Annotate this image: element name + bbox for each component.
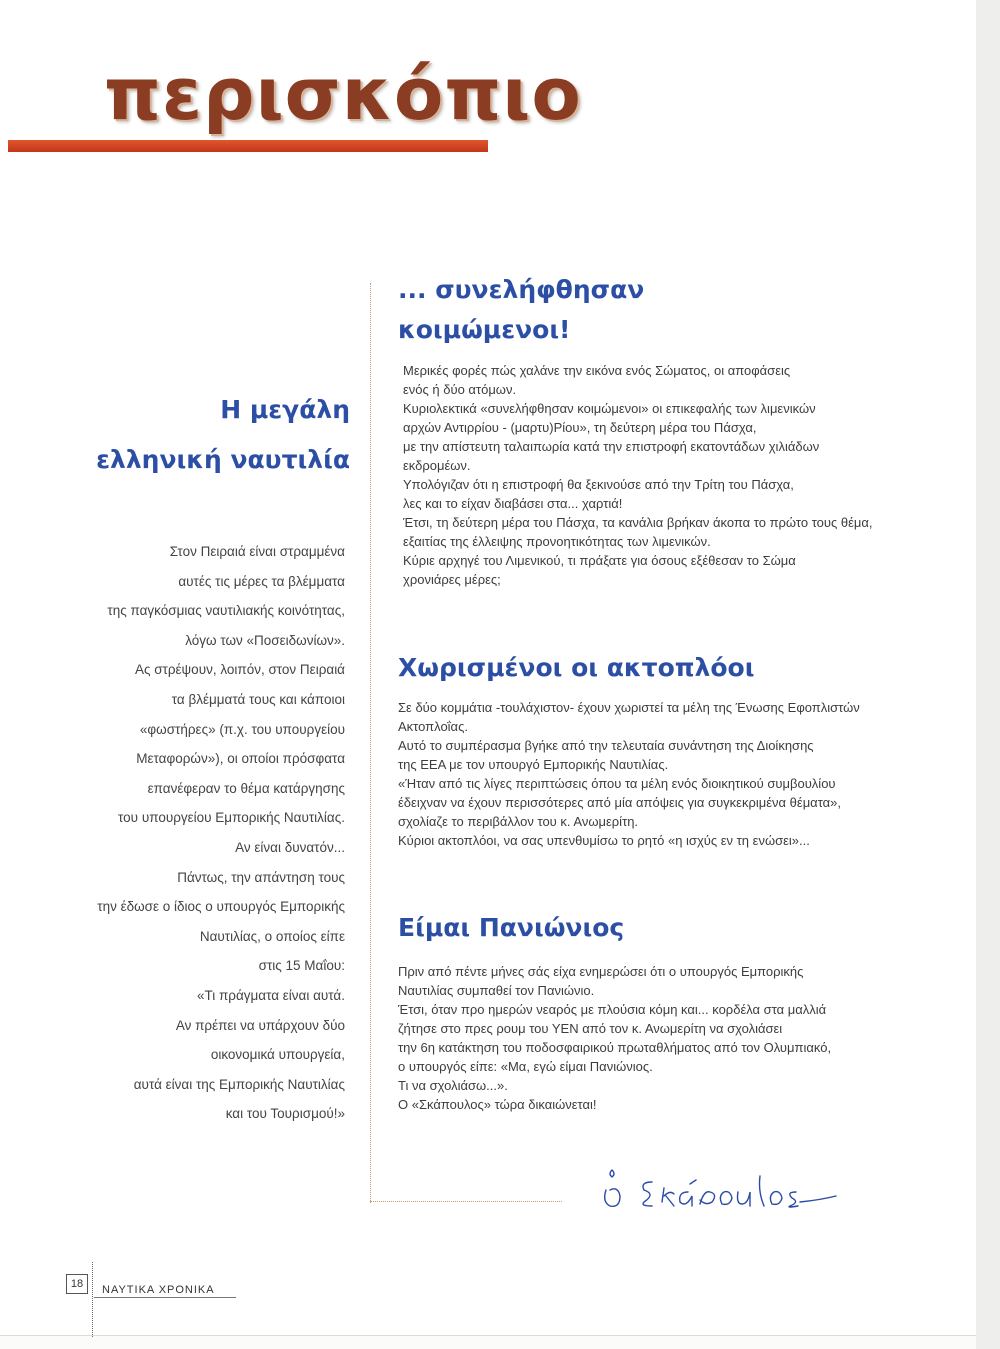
text-line: «φωστήρες» (π.χ. του υπουργείου	[139, 721, 345, 737]
text-line: Κύριοι ακτοπλόοι, να σας υπενθυμίσω το ρητό «η ισχύς εν τη ενώσει»...	[398, 833, 810, 848]
text-line: Στον Πειραιά είναι στραμμένα	[169, 544, 345, 559]
text-line: χρονιάρες μέρες;	[403, 572, 501, 587]
left-column-body	[60, 537, 345, 1129]
section-body	[403, 361, 918, 589]
text-line: αυτά είναι της Εμπορικής Ναυτιλίας	[133, 1076, 345, 1092]
text-line: με την απίστευτη ταλαιπωρία κατά την επιστροφή εκατοντάδων χιλιάδων	[403, 439, 820, 454]
text-line: σχολίαζε το περιβάλλον του κ. Ανωμερίτη.	[398, 814, 639, 829]
footer-rule-vertical	[92, 1262, 93, 1337]
left-column-title	[60, 385, 350, 485]
section-title	[398, 648, 918, 688]
text-line: εξαιτίας της έλλειψης προνοητικότητας των λιμενικών.	[403, 534, 711, 549]
text-line: Αν είναι δυνατόν...	[235, 839, 345, 855]
text-line: εκδρομέων.	[403, 458, 471, 473]
text-line: Ακτοπλοΐας.	[398, 719, 468, 734]
text-line: ο υπουργός είπε: «Μα, εγώ είμαι Πανιώνιος.	[398, 1059, 653, 1074]
section-aktoploi	[398, 648, 918, 850]
text-line: ενός ή δύο ατόμων.	[403, 382, 517, 397]
text-line: Μεταφορών»), οι οποίοι πρόσφατα	[136, 751, 345, 767]
text-line: αυτές τις μέρες τα βλέμματα	[178, 573, 345, 589]
signature	[600, 1162, 860, 1222]
section-title	[398, 270, 918, 350]
magazine-name: ΝΑΥΤΙΚΑ ΧΡΟΝΙΚΑ	[102, 1284, 215, 1296]
section-title-line: Χωρισμένοι οι ακτοπλόοι	[398, 653, 755, 682]
masthead-title: περισκόπιο	[104, 52, 582, 136]
text-line: Ο «Σκάπουλος» τώρα δικαιώνεται!	[398, 1097, 597, 1112]
text-line: Αυτό το συμπέρασμα βγήκε από την τελευταία συνάντηση της Διοίκησης	[398, 738, 814, 753]
section-synelifthisan	[398, 270, 918, 589]
text-line: έδειχναν να έχουν περισσότερες από μία απόψεις για συγκεκριμένα θέματα»,	[398, 795, 842, 810]
text-line: Τι να σχολιάσω...».	[398, 1078, 508, 1093]
text-line: και του Τουρισμού!»	[225, 1106, 345, 1122]
text-line: Κυριολεκτικά «συνελήφθησαν κοιμώμενοι» οι επικεφαλής των λιμενικών	[403, 401, 816, 416]
text-line: Υπολόγιζαν ότι η επιστροφή θα ξεκινούσε από την Τρίτη του Πάσχα,	[403, 477, 794, 492]
page-number: 18	[66, 1274, 88, 1294]
left-column	[60, 385, 350, 1129]
text-line: «Ήταν από τις λίγες περιπτώσεις όπου τα μέλη ενός διοικητικού συμβουλίου	[398, 776, 836, 791]
text-line: ζήτησε στο πρες ρουμ του ΥΕΝ από τον κ. Ανωμερίτη να σχολιάσει	[398, 1021, 783, 1036]
text-line: της παγκόσμιας ναυτιλιακής κοινότητας,	[107, 603, 345, 619]
text-line: στις 15 Μαΐου:	[258, 958, 345, 974]
section-title-line: Είμαι Πανιώνιος	[398, 913, 625, 942]
left-title-line: ελληνική ναυτιλία	[96, 445, 350, 474]
section-body	[398, 698, 918, 850]
masthead-bar	[8, 140, 488, 152]
section-body	[398, 962, 918, 1114]
text-line: οικονομικά υπουργεία,	[210, 1047, 345, 1063]
section-title-line: κοιμώμενοι!	[398, 315, 571, 344]
text-line: Έτσι, τη δεύτερη μέρα του Πάσχα, τα κανάλια βρήκαν άκοπα το πρώτο τους θέμα,	[403, 515, 873, 530]
text-line: Ας στρέψουν, λοιπόν, στον Πειραιά	[134, 662, 345, 678]
text-line: Ναυτιλίας, ο οποίος είπε	[199, 928, 345, 944]
left-title-line: Η μεγάλη	[220, 395, 350, 424]
text-line: της ΕΕΑ με τον υπουργό Εμπορικής Ναυτιλίας.	[398, 757, 669, 772]
text-line: Αν πρέπει να υπάρχουν δύο	[175, 1017, 345, 1033]
footer-rule-horizontal	[94, 1297, 236, 1298]
text-line: Έτσι, όταν προ ημερών νεαρός με πλούσια κόμη και... κορδέλα στα μαλλιά	[398, 1002, 827, 1017]
text-line: Πάντως, την απάντηση τους	[177, 869, 345, 885]
section-title	[398, 908, 918, 948]
text-line: Κύριε αρχηγέ του Λιμενικού, τι πράξατε για όσους εξέθεσαν το Σώμα	[403, 553, 796, 568]
text-line: Πριν από πέντε μήνες σάς είχα ενημερώσει ότι ο υπουργός Εμπορικής	[398, 964, 804, 979]
text-line: την 6η κατάκτηση του ποδοσφαιρικού πρωταθλήματος από τον Ολυμπιακό,	[398, 1040, 832, 1055]
text-line: Μερικές φορές πώς χαλάνε την εικόνα ενός Σώματος, οι αποφάσεις	[403, 363, 791, 378]
text-line: λόγω των «Ποσειδωνίων».	[185, 632, 345, 648]
text-line: Ναυτιλίας συμπαθεί τον Πανιώνιο.	[398, 983, 595, 998]
text-line: τα βλέμματά τους και κάποιοι	[171, 691, 345, 707]
text-line: «Τι πράγματα είναι αυτά.	[196, 987, 345, 1003]
page-edge-strip	[976, 0, 1000, 1349]
text-line: του υπουργείου Εμπορικής Ναυτιλίας.	[118, 810, 345, 826]
bottom-divider	[370, 1201, 562, 1202]
column-divider	[370, 283, 371, 1203]
text-line: λες και το είχαν διαβάσει στα... χαρτιά!	[403, 496, 623, 511]
text-line: Σε δύο κομμάτια -τουλάχιστον- έχουν χωριστεί τα μέλη της Ένωσης Εφοπλιστών	[398, 700, 860, 715]
text-line: αρχών Αντιρρίου - (μαρτυ)Ρίου», τη δεύτερη μέρα του Πάσχα,	[403, 420, 757, 435]
section-panionios	[398, 908, 918, 1114]
text-line: επανέφεραν το θέμα κατάργησης	[147, 780, 345, 796]
section-title-line: ... συνελήφθησαν	[398, 275, 645, 304]
text-line: την έδωσε ο ίδιος ο υπουργός Εμπορικής	[97, 899, 345, 915]
